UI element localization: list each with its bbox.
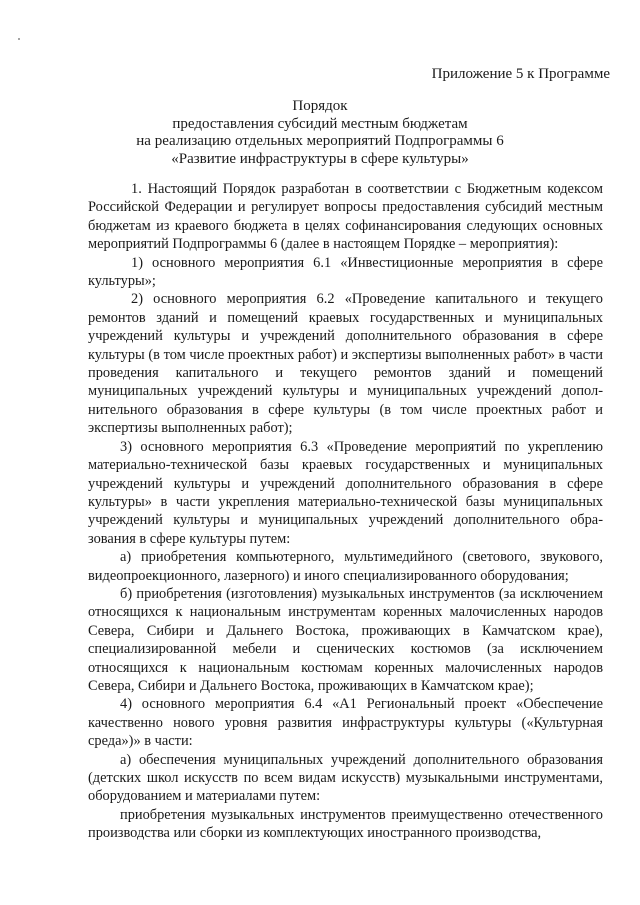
- title-line-2: предоставления субсидий местным бюджетам: [172, 115, 468, 132]
- scan-speck: [18, 38, 20, 40]
- paragraph-item-3: 3) основного мероприятия 6.3 «Проведение мероприятий по укреплению материально-технической базы краевых государственных и муниципальных учреждений культуры и учреждений дополнительного образования в сфере культуры» в части укрепления материально-технической базы муниципальных учреждений культуры и муниципальных учреждений дополнительного образования в сфере культуры путем:: [88, 438, 603, 547]
- paragraph-subitem-b: б) приобретения (изготовления) музыкальных инструментов (за исключением относящихся к национальным инструментам коренных малочисленных народов Севера, Сибири и Дальнего Востока, проживающих в Камчатском крае), специализированной мебели и сценических костюмов (за исключением относящихся к национальным костюмам коренных малочисленных народов Севера, Сибири и Дальнего Востока, проживающих в Камчатском крае);: [88, 585, 603, 694]
- document-title: [0, 98, 640, 168]
- title-line-4: «Развитие инфраструктуры в сфере культуры»: [171, 150, 469, 167]
- paragraph-subitem-a: а) приобретения компьютерного, мультимедийного (светового, звукового, видеопроекционного, лазерного) и иного специализированного оборудования;: [88, 549, 603, 584]
- document-body: [88, 180, 603, 843]
- paragraph-item-1: 1) основного мероприятия 6.1 «Инвестиционные мероприятия в сфере культуры»;: [88, 254, 603, 290]
- paragraph-continuation: приобретения музыкальных инструментов преимущественно отечественного производства или сборки из комплектующих иностранного производства,: [88, 806, 603, 842]
- title-line-1: Порядок: [292, 98, 348, 114]
- paragraph-item-4: 4) основного мероприятия 6.4 «А1 Региональный проект «Обеспечение качественно нового уровня развития инфраструктуры культуры («Культурная среда»)» в части:: [88, 696, 603, 750]
- paragraph-1: 1. Настоящий Порядок разработан в соответствии с Бюджетным кодексом Российской Федерации и регулирует вопросы предоставления субсидий местным бюджетам из краевого бюджета в целях софинансирования следующих основных мероприятий Подпрограммы 6 (далее в настоящем Порядке – мероприятия):: [88, 181, 603, 253]
- title-line-3: на реализацию отдельных мероприятий Подпрограммы 6: [136, 133, 504, 149]
- paragraph-item-2: 2) основного мероприятия 6.2 «Проведение капитального и текущего ремонтов зданий и помещений краевых государственных и муниципальных учреждений культуры и учреждений дополнительного образования в сфере культуры (в том числе проектных работ) и экспертизы выполненных работ» в части проведения капитального и текущего ремонтов зданий и помещений муниципальных учреждений культуры и муниципальных учреждений дополнительного образования в сфере культуры (в том числе проектных работ и экспертизы выполненных работ);: [88, 291, 603, 437]
- paragraph-subitem-4a: а) обеспечения муниципальных учреждений дополнительного образования (детских школ искусств по всем видам искусств) музыкальными инструментами, оборудованием и материалами путем:: [88, 751, 603, 805]
- appendix-label: Приложение 5 к Программе: [431, 66, 610, 82]
